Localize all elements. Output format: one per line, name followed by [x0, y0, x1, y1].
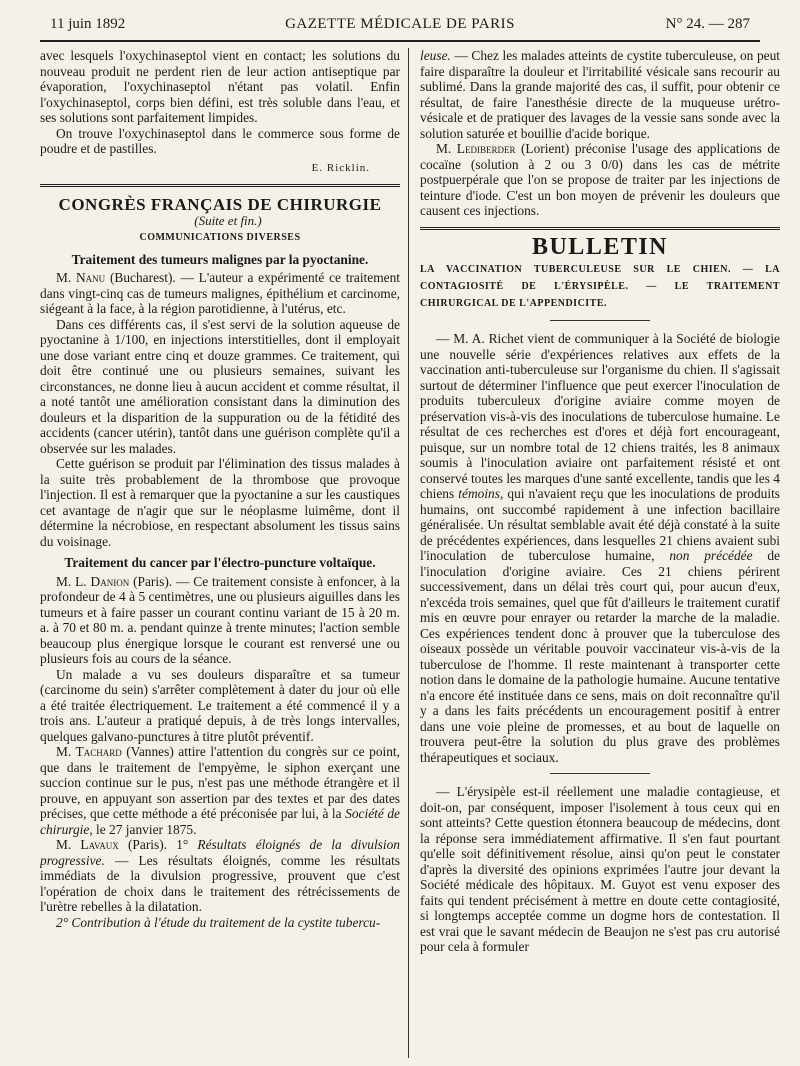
paragraph-lediberder — [420, 141, 780, 219]
header-journal-title: GAZETTE MÉDICALE DE PARIS — [285, 16, 515, 32]
author-name: M. Lediberder — [436, 141, 516, 156]
section-rule — [40, 184, 400, 187]
heading-pyoctanine: Traitement des tumeurs malignes par la pyoctanine. — [71, 251, 369, 267]
bulletin-title: BULLETIN — [531, 233, 669, 260]
paragraph-text: (Paris). 1° — [118, 837, 198, 852]
congres-title: CONGRÈS FRANÇAIS DE CHIRURGIE — [58, 195, 382, 214]
paragraph: avec lesquels l'oxychinaseptol vient en contact; les solutions du nouveau produit ne perdent rien de leur action antiseptique par évaporation, l'oxychinaseptol n'étant pas volatil. Enfin l'oxychinaseptol, corps bien défini, est très soluble dans l'eau, et ses solutions sont parfaitement limpides. — [40, 48, 400, 125]
section-rule — [420, 227, 780, 230]
author-signature: E. Ricklin. — [311, 161, 370, 174]
paragraph-text: de l'inoculation d'origine aviaire. Ces 21 chiens périrent successivement, dans un délai très court qui, pour aucun d'eux, n'excéda trois semaines, quel que fût d'ailleurs le traitement curatif mis en œuvre pour enrayer ou retarder la marche de la maladie. Ces expériences tendent donc à prouver que la tuberculose des oiseaux possède un véritable pouvoir vaccinateur vis-à-vis de la tuberculose de l'homme. Il reste maintenant à transporter cette notion dans le domaine de la pathologie humaine. Aucune tentative n'a encore été instituée dans ce sens, mais on doit reconnaître qu'il y a dans les faits précédents un encouragement positif à entrer dans une voie pleine de promesses, et au bout de laquelle on trouvera peut-être la solution du plus grave des problèmes thérapeutiques et sociaux. — [420, 548, 780, 765]
paragraph-text: (Vannes) attire l'attention du congrès sur ce point, que dans le traitement de l'empyème, le siphon exerçant une succion continue sur le pus, n'est pas une méthode étrangère et il prouve, en appuyant son assertion par des textes et par des dates précises, que cette méthode a été préconisée par lui, à la — [40, 744, 400, 821]
paragraph-text: (Bucharest). — L'auteur a expérimenté ce traitement dans vingt-cinq cas de tumeurs malignes, épithélium et carcinome, siégeant à la face, à la région parotidienne, à l'utérus, etc. — [40, 270, 400, 316]
author-name: M. Lavaux — [56, 837, 119, 852]
paragraph-text: , le 27 janvier 1875. — [89, 821, 197, 837]
paragraph: Un malade a vu ses douleurs disparaître et sa tumeur (carcinome du sein) s'arrêter complètement à dater du jour où elle a été traitée électriquement. Le traitement a été commencé il y a trois ans. L'auteur a pratiqué depuis, à de très longs intervalles, quelques galvano-punctures à titre plutôt préventif. — [40, 666, 400, 744]
paragraph-erysipele: — L'érysipèle est-il réellement une maladie contagieuse, et doit-on, par conséquent, imposer l'isolement à tous ceux qui en sont atteints? Cette question étonnera beaucoup de médecins, dont la réponse sera immédiatement affirmative. Il s'en faut pourtant qu'elle soit définitivement résolue, ainsi qu'on peut le constater d'après la diversité des opinions exprimées l'autre jour devant la Société médicale des hôpitaux. M. Guyot est venu exposer des faits qui tendent précisément à mettre en doute cette contagiosité, si longtemps acceptée comme un dogme hors de contestation. Il est vrai que le savant médecin de Beaujon ne s'est pas cru autorisé pour cela à formuler — [420, 784, 780, 954]
page-header — [40, 14, 760, 42]
emphasis: leuse. — [420, 48, 451, 63]
paragraph-tachard — [40, 744, 400, 837]
author-name: M. Nanu — [56, 270, 106, 285]
paragraph-continuation — [420, 48, 780, 141]
paragraph-text: (Paris). — Ce traitement consiste à enfoncer, à la profondeur de 4 à 5 centimètres, une ou plusieurs aiguilles dans les tumeurs et à faire passer un courant continu variant de 15 à 20 m. a. à 70 et 80 m. a. pendant quinze à trente minutes; l'action semble beaucoup plus énergique lorsque le courant est renversé une ou plusieurs fois au cours de la séance. — [40, 573, 400, 666]
paragraph-last-line — [40, 915, 400, 931]
paragraph-text: (Lorient) préconise l'usage des applications de cocaïne (solution à 2 ou 3 0/0) dans les cas de métrite postpuerpérale que l'on se propose de traiter par les injections de teinture d'iode. C'est un bon moyen de prévenir les douleurs que causent ces injections. — [420, 141, 780, 218]
paragraph: On trouve l'oxychinaseptol dans le commerce sous forme de poudre et de pastilles. — [40, 125, 400, 156]
short-rule — [550, 320, 650, 321]
paragraph-text: — Chez les malades atteints de cystite tuberculeuse, on peut faire disparaître la douleur et l'irritabilité vésicale sans recourir au sublimé. Dans la grande majorité des cas, il suffit, pour obtenir ce résultat, de faire l'anesthésie directe de la muqueuse urétro-vésicale et de pratiquer des lavages de la vessie sans sonde avec la solution saturée et bouillie d'acide borique. — [420, 48, 780, 141]
emphasis: non précédée — [669, 548, 753, 563]
header-date: 11 juin 1892 — [50, 16, 126, 32]
author-name: M. L. Danion — [56, 573, 130, 589]
paragraph-richet — [420, 331, 780, 765]
paragraph-danion — [40, 574, 400, 667]
paragraph-text: — Les résultats éloignés, comme les résultats immédiats de la divulsion progressive, prouvent que c'est l'opération de choix dans le traitement des rétrécissements de l'urètre rebelles à la dilatation. — [40, 852, 400, 914]
paragraph: Dans ces différents cas, il s'est servi de la solution aqueuse de pyoctanine à 1/100, en injections interstitielles, dont il employait une dose variant entre cinq et douze grammes. Ce traitement, qui doit être continué une ou plusieurs semaines, suivant les circonstances, ne donne lieu à aucun accident et comme résultat, il a noté tantôt une amélioration consistant dans la diminution des douleurs et la disparition de la suppuration ou de la fétidité des accidents (cancer utérin), tantôt dans une guérison complète qu'il a observée sur les malades. — [40, 316, 400, 456]
paragraph: Cette guérison se produit par l'élimination des tissus malades à la suite très probablement de la thrombose que provoque l'injection. Il est à remarquer que la pyoctanine a sur les caustiques cet avantage de n'agir que sur le néoplasme luimême, dont il détermine la nécrobiose, en respectant absolument les tissus sains du voisinage. — [40, 456, 400, 549]
short-rule — [550, 773, 650, 774]
congres-communications-heading: COMMUNICATIONS DIVERSES — [139, 232, 301, 243]
paragraph-nanu — [40, 270, 400, 317]
paragraph-text: — M. A. Richet vient de communiquer à la Société de biologie une nouvelle série d'expériences relatives aux effets de la vaccination anti-tuberculeuse sur l'organisme du chien. Il s'agissait surtout de déterminer l'influence que peut exercer l'inoculation de produits tuberculeux d'origine aviaire comme moyen de préservation vis-à-vis des inoculations de tuberculose humaine. Le résultat de ces recherches est d'ores et déjà fort encourageant, puisque, sur un nombre total de 12 chiens traités, les 8 animaux soumis à l'inoculation aviaire ont parfaitement résisté et ont conservé toutes les marques d'une santé excellente, tandis que les 4 chiens — [420, 331, 780, 501]
emphasis: Société de chirurgie — [40, 806, 400, 837]
emphasis: Résultats éloignés de la divulsion progressive. — [40, 837, 400, 868]
author-name: M. Tachard — [56, 744, 122, 759]
emphasis: 2° Contribution à l'étude du traitement de la cystite tubercu- — [56, 914, 381, 930]
congres-subtitle: (Suite et fin.) — [194, 212, 262, 228]
header-issue-page: N° 24. — 287 — [665, 16, 750, 32]
paragraph-lavaux — [40, 837, 400, 915]
left-column — [40, 48, 400, 1058]
bulletin-subtitle: LA VACCINATION TUBERCULEUSE SUR LE CHIEN. — LA CONTAGIOSITÉ DE L'ÉRYSIPÈLE. — LE TRAITEMENT CHIRURGICAL DE L'APPENDICITE. — [420, 264, 780, 309]
paragraph-text: , qui n'avaient reçu que les inoculations de produits humains, ont succombé rapidement à une infection bacillaire généralisée. Un résultat semblable avait été déjà constaté à la suite de précédentes expériences, dans lesquelles 21 chiens avaient subi l'inoculation de tuberculose humaine, — [420, 486, 780, 563]
emphasis: témoins — [458, 486, 500, 501]
column-divider — [408, 48, 409, 1058]
right-column — [420, 48, 780, 1058]
heading-electro-puncture: Traitement du cancer par l'électro-puncture voltaïque. — [64, 555, 376, 570]
